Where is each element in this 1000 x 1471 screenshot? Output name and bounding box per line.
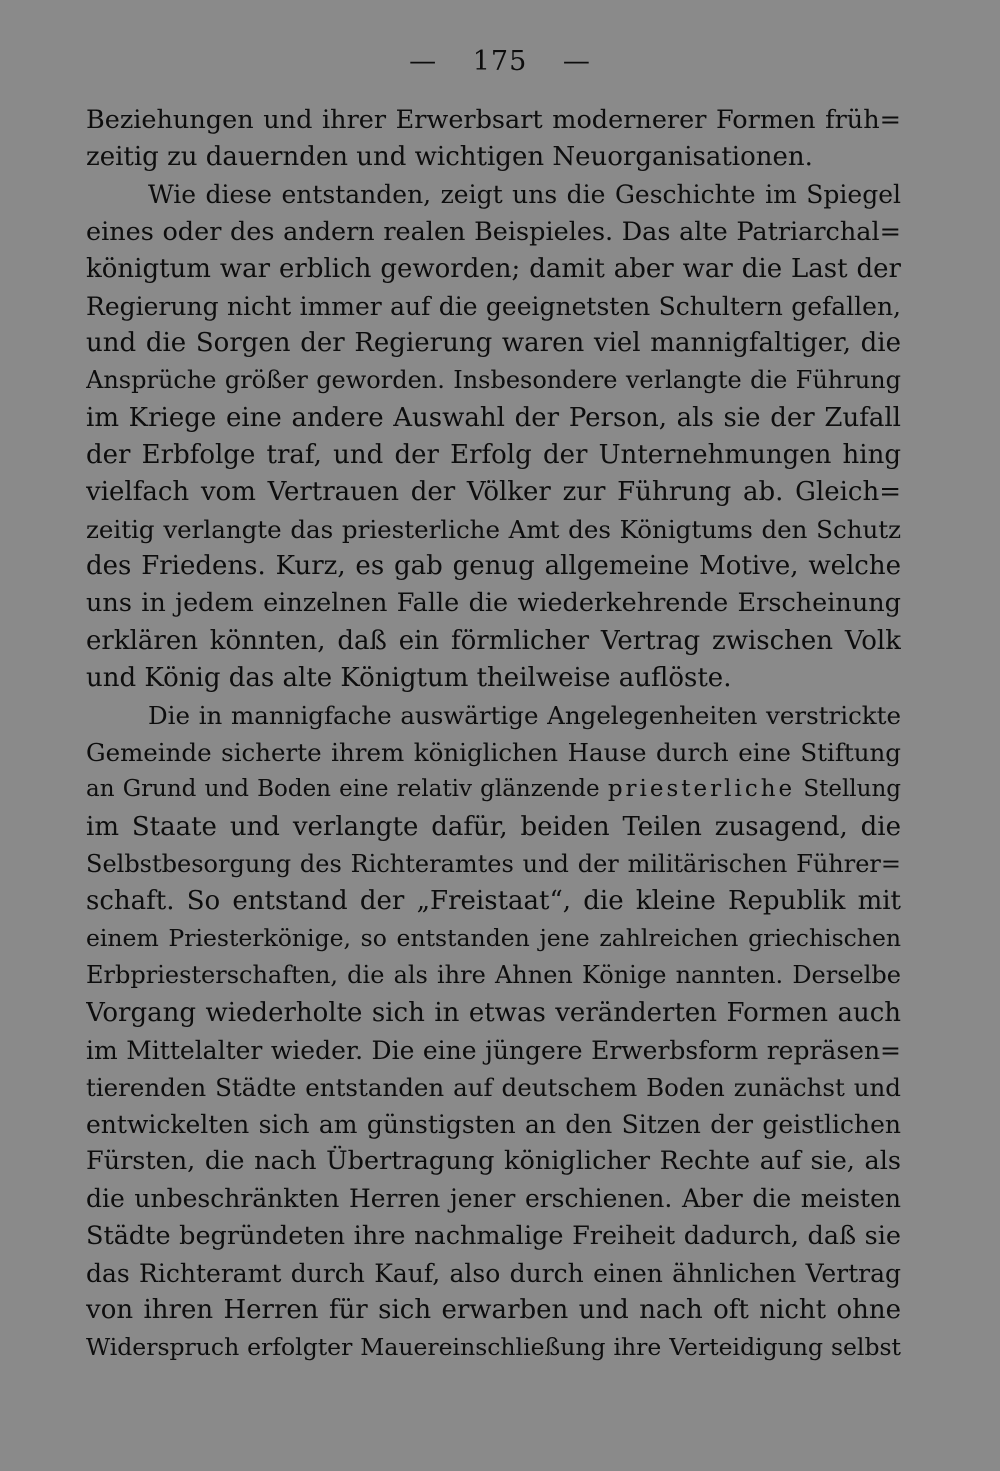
text-line: Ansprüche größer geworden. Insbesondere verlangte die Führung [86, 366, 901, 395]
text-line: uns in jedem einzelnen Falle die wiederkehrende Erscheinung [86, 588, 901, 619]
text-line: im Kriege eine andere Auswahl der Person, als sie der Zufall [86, 402, 901, 433]
spaced-word: priesterliche [607, 776, 796, 803]
text-line: entwickelten sich am günstigsten an den Sitzen der geistlichen [86, 1110, 901, 1140]
text-line: schaft. So entstand der „Freistaat“, die kleine Republik mit [86, 885, 901, 916]
text-line: Fürsten, die nach Übertragung königlicher Rechte auf sie, als [86, 1146, 901, 1177]
text-line: des Friedens. Kurz, es gab genug allgemeine Motive, welche [86, 551, 901, 582]
text-line: das Richteramt durch Kauf, also durch einen ähnlichen Vertrag [86, 1258, 901, 1288]
text-line: Regierung nicht immer auf die geeignetsten Schultern gefallen, [86, 291, 901, 321]
text-line: von ihren Herren für sich erwarben und nach oft nicht ohne [86, 1295, 901, 1325]
page-number: 175 [472, 46, 528, 77]
text-line: Städte begründeten ihre nachmalige Freiheit dadurch, daß sie [86, 1220, 901, 1251]
text-line: Widerspruch erfolgter Mauereinschließung ihre Verteidigung selbst [86, 1333, 901, 1362]
text-line: die unbeschränkten Herren jener erschienen. Aber die meisten [86, 1184, 901, 1214]
text-line: Beziehungen und ihrer Erwerbsart modernerer Formen früh= [86, 105, 901, 135]
text-line: tierenden Städte entstanden auf deutschem Boden zunächst und [86, 1072, 901, 1102]
text-segment: Stellung [803, 776, 901, 803]
text-line: der Erbfolge traf, und der Erfolg der Unternehmungen hing [86, 439, 901, 470]
text-line: königtum war erblich geworden; damit aber war die Last der [86, 253, 901, 284]
text-line: Die in mannigfache auswärtige Angelegenheiten verstrickte [148, 701, 901, 730]
text-line: einem Priesterkönige, so entstanden jene zahlreichen griechischen [86, 924, 901, 953]
text-line: Wie diese entstanden, zeigt uns die Geschichte im Spiegel [148, 180, 901, 210]
text-line: zeitig zu dauernden und wichtigen Neuorganisationen. [86, 142, 813, 173]
text-line: und die Sorgen der Regierung waren viel mannigfaltiger, die [86, 328, 901, 359]
text-segment: an Grund und Boden eine relativ glänzende [86, 776, 600, 803]
text-line: eines oder des andern realen Beispieles. Das alte Patriarchal= [86, 216, 901, 247]
text-line: im Mittelalter wieder. Die eine jüngere Erwerbsform repräsen= [86, 1035, 901, 1065]
text-line: vielfach vom Vertrauen der Völker zur Führung ab. Gleich= [86, 476, 901, 507]
body-text [86, 102, 901, 1366]
text-line: Vorgang wiederholte sich in etwas veränderten Formen auch [86, 997, 901, 1028]
text-line: Gemeinde sicherte ihrem königlichen Hause durch eine Stiftung [86, 738, 901, 768]
text-line: im Staate und verlangte dafür, beiden Teilen zusagend, die [86, 811, 901, 842]
header-dash-right: — [562, 46, 591, 77]
text-line-spaced [86, 771, 901, 808]
text-line: zeitig verlangte das priesterliche Amt des Königtums den Schutz [86, 515, 901, 545]
page-header [0, 42, 1000, 82]
text-line: und König das alte Königtum theilweise auflöste. [86, 662, 732, 693]
text-line: Erbpriesterschaften, die als ihre Ahnen Könige nannten. Derselbe [86, 961, 901, 990]
header-dash-left: — [409, 46, 438, 77]
text-line: erklären könnten, daß ein förmlicher Vertrag zwischen Volk [86, 625, 901, 656]
text-line: Selbstbesorgung des Richteramtes und der militärischen Führer= [86, 849, 901, 878]
